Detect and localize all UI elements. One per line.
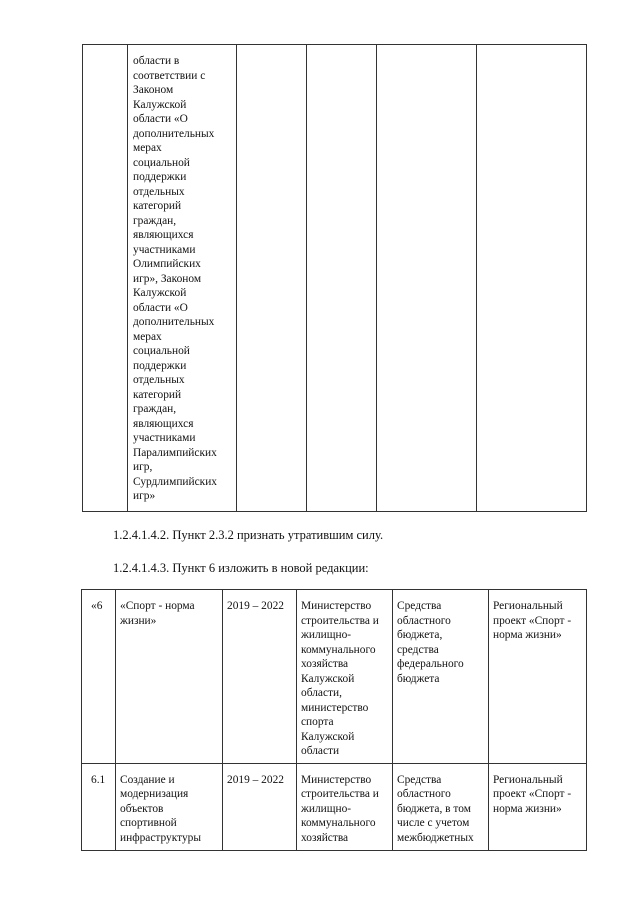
- measure-text-line: социальной: [133, 156, 190, 169]
- cell-line: проект «Спорт -: [493, 614, 572, 627]
- row-name: [116, 590, 223, 764]
- measure-text-line: Законом: [133, 84, 174, 96]
- measure-text-line: мерах: [133, 142, 162, 154]
- paragraph-point-232: 1.2.4.1.4.2. Пункт 2.3.2 признать утратившим силу.: [113, 528, 384, 542]
- cell-line: строительства и: [301, 788, 379, 800]
- measure-text-line: Калужской: [133, 287, 187, 299]
- row-source: [393, 590, 489, 764]
- row-number: «6: [82, 590, 116, 764]
- measure-text-line: области в: [133, 55, 180, 67]
- cell-line: инфраструктуры: [120, 831, 201, 844]
- measure-text-line: категорий: [133, 200, 182, 212]
- table-row: [82, 763, 587, 850]
- measure-text-line: Паралимпийских: [133, 446, 217, 459]
- cell-line: Министерство: [301, 600, 372, 612]
- row-number: 6.1: [82, 763, 116, 850]
- row-period: 2019 – 2022: [223, 590, 297, 764]
- measure-text-line: Сурдлимпийских: [133, 475, 218, 488]
- cell-executor: [307, 45, 377, 512]
- cell-line: хозяйства: [301, 831, 349, 844]
- cell-source: [377, 45, 477, 512]
- cell-line: межбюджетных: [397, 831, 474, 844]
- measure-text-line: мерах: [133, 330, 162, 343]
- cell-project: [477, 45, 587, 512]
- measure-text-line: области «О: [133, 301, 188, 314]
- cell-line: областного: [397, 614, 451, 627]
- cell-line: средства: [397, 643, 439, 656]
- cell-line: Калужской: [301, 672, 355, 685]
- cell-line: «Спорт - норма: [120, 600, 195, 612]
- cell-line: норма жизни»: [493, 802, 562, 815]
- measure-text-line: являющихся: [133, 229, 194, 241]
- measure-text-line: поддержки: [133, 171, 187, 183]
- cell-line: бюджета,: [397, 629, 443, 641]
- paragraph-point-6: 1.2.4.1.4.3. Пункт 6 изложить в новой редакции:: [113, 561, 369, 575]
- cell-line: проект «Спорт -: [493, 788, 572, 800]
- cell-line: Создание и: [120, 773, 175, 786]
- cell-line: спорта: [301, 716, 334, 728]
- row-name: [116, 763, 223, 850]
- measure-text-line: отдельных: [133, 374, 185, 386]
- row-project: [489, 763, 587, 850]
- cell-measure-text: [128, 45, 237, 512]
- cell-line: Средства: [397, 773, 442, 786]
- cell-line: областного: [397, 788, 451, 800]
- continuation-table: [82, 44, 587, 512]
- cell-line: министерство: [301, 701, 369, 714]
- cell-line: области: [301, 745, 340, 757]
- measure-text-line: социальной: [133, 345, 190, 357]
- measure-text-line: игр», Законом: [133, 272, 202, 285]
- measure-text-line: граждан,: [133, 214, 177, 227]
- measure-text-line: поддержки: [133, 359, 187, 372]
- measure-text-line: категорий: [133, 388, 182, 401]
- cell-line: коммунального: [301, 817, 376, 829]
- cell-num: [83, 45, 128, 512]
- cell-line: коммунального: [301, 643, 376, 656]
- row-source: [393, 763, 489, 850]
- measure-text-line: дополнительных: [133, 127, 215, 140]
- cell-line: жилищно-: [301, 802, 352, 815]
- measure-text: [128, 45, 236, 504]
- cell-line: бюджета: [397, 672, 440, 685]
- measure-text-line: граждан,: [133, 403, 177, 415]
- measure-text-line: соответствии с: [133, 69, 206, 82]
- cell-line: объектов: [120, 802, 164, 815]
- cell-period: [237, 45, 307, 512]
- row-project: [489, 590, 587, 764]
- measure-text-line: участниками: [133, 432, 196, 444]
- cell-line: модернизация: [120, 788, 189, 800]
- measure-text-line: Олимпийских: [133, 258, 201, 270]
- row-period: 2019 – 2022: [223, 763, 297, 850]
- cell-line: жизни»: [120, 614, 157, 627]
- table-row: [82, 590, 587, 764]
- cell-line: Региональный: [493, 773, 563, 786]
- row-executor: [297, 590, 393, 764]
- measure-text-line: игр,: [133, 461, 153, 473]
- measure-text-line: дополнительных: [133, 316, 215, 328]
- cell-line: строительства и: [301, 614, 379, 627]
- cell-line: спортивной: [120, 817, 177, 829]
- cell-line: бюджета, в том: [397, 802, 471, 815]
- cell-line: Региональный: [493, 600, 563, 612]
- cell-line: Министерство: [301, 773, 372, 786]
- point-6-table: [81, 589, 587, 851]
- cell-line: федерального: [397, 658, 464, 670]
- measure-text-line: области «О: [133, 113, 188, 125]
- measure-text-line: отдельных: [133, 185, 185, 198]
- cell-line: Калужской: [301, 730, 355, 743]
- measure-text-line: Калужской: [133, 98, 187, 111]
- cell-line: числе с учетом: [397, 817, 470, 829]
- cell-line: Средства: [397, 600, 442, 612]
- cell-line: норма жизни»: [493, 629, 562, 641]
- measure-text-line: являющихся: [133, 417, 194, 430]
- cell-line: жилищно-: [301, 629, 352, 641]
- measure-text-line: участниками: [133, 243, 196, 256]
- measure-text-line: игр»: [133, 490, 156, 502]
- cell-line: хозяйства: [301, 658, 349, 670]
- cell-line: области,: [301, 687, 342, 699]
- row-executor: [297, 763, 393, 850]
